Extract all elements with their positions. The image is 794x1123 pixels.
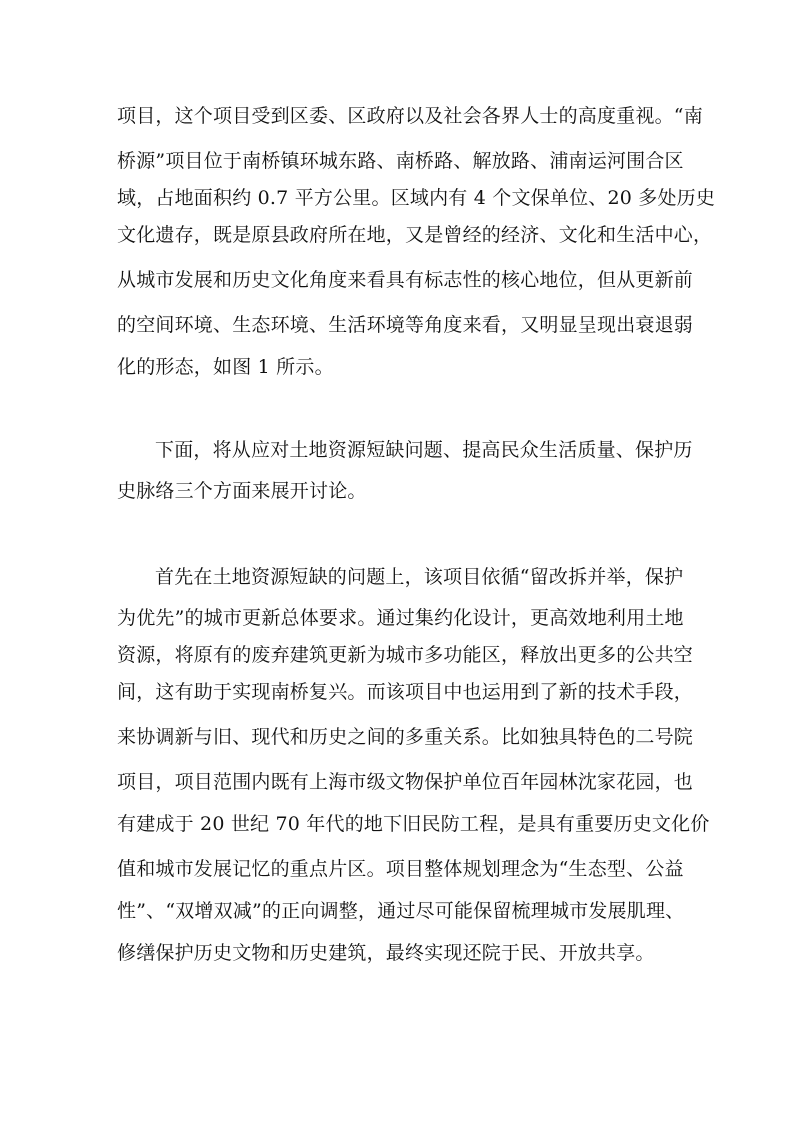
paragraph-line: 资源，将原有的废弃建筑更新为城市多功能区，释放出更多的公共空	[117, 644, 694, 666]
paragraph-line: 首先在土地资源短缺的问题上，该项目依循“留改拆并举，保护	[155, 566, 684, 588]
paragraph-line: 性”、“双增双减”的正向调整，通过尽可能保留梳理城市发展肌理、	[117, 900, 685, 922]
paragraph-line: 来协调新与旧、现代和历史之间的多重关系。比如独具特色的二号院	[117, 726, 694, 748]
paragraph-line: 有建成于 20 世纪 70 年代的地下旧民防工程，是具有重要历史文化价	[117, 813, 710, 835]
paragraph-line: 修缮保护历史文物和历史建筑，最终实现还院于民、开放共享。	[117, 942, 655, 964]
paragraph-line: 项目，这个项目受到区委、区政府以及社会各界人士的高度重视。“南	[117, 105, 703, 127]
paragraph-line: 史脉络三个方面来展开讨论。	[117, 480, 367, 502]
paragraph-line: 从城市发展和历史文化角度来看具有标志性的核心地位，但从更新前	[117, 269, 694, 291]
paragraph-line: 化的形态，如图 1 所示。	[117, 356, 334, 378]
paragraph-line: 文化遗存，既是原县政府所在地，又是曾经的经济、文化和生活中心，	[117, 224, 713, 246]
paragraph-line: 的空间环境、生态环境、生活环境等角度来看，又明显呈现出衰退弱	[117, 314, 694, 336]
paragraph-line: 桥源”项目位于南桥镇环城东路、南桥路、解放路、浦南运河围合区	[117, 150, 684, 172]
paragraph-line: 为优先”的城市更新总体要求。通过集约化设计，更高效地利用土地	[117, 607, 684, 629]
paragraph-line: 项目，项目范围内既有上海市级文物保护单位百年园林沈家花园，也	[117, 771, 694, 793]
paragraph-line: 下面，将从应对土地资源短缺问题、提高民众生活质量、保护历	[155, 439, 693, 461]
paragraph-line: 间，这有助于实现南桥复兴。而该项目中也运用到了新的技术手段，	[117, 681, 694, 703]
paragraph-line: 值和城市发展记忆的重点片区。项目整体规划理念为“生态型、公益	[117, 858, 684, 880]
paragraph-line: 域，占地面积约 0.7 平方公里。区域内有 4 个文保单位、20 多处历史	[117, 187, 716, 209]
